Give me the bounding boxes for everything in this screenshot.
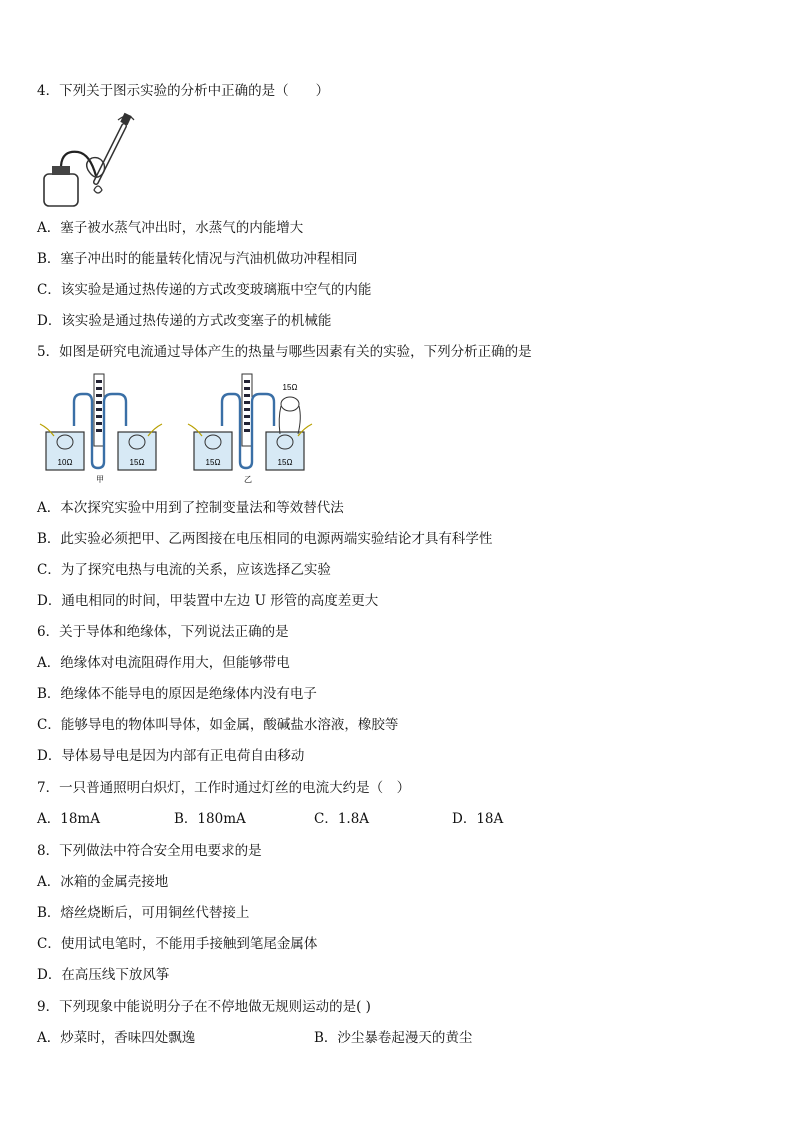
steam-bottle-experiment-figure <box>38 110 138 210</box>
question-7-option-c: C．1.8A <box>314 811 370 827</box>
question-8-option-c: C．使用试电笔时，不能用手接触到笔尾金属体 <box>37 936 318 952</box>
question-5-option-b: B．此实验必须把甲、乙两图接在电压相同的电源两端实验结论才具有科学性 <box>37 531 493 547</box>
question-6-stem: 6．关于导体和绝缘体，下列说法正确的是 <box>37 624 289 640</box>
question-6-option-c: C．能够导电的物体叫导体，如金属，酸碱盐水溶液，橡胶等 <box>37 717 399 733</box>
yi-right-resistor-label: 15Ω <box>277 458 293 467</box>
jia-right-resistor-label: 15Ω <box>129 458 145 467</box>
yi-caption: 乙 <box>244 475 252 484</box>
question-9-option-b: B．沙尘暴卷起漫天的黄尘 <box>314 1030 473 1046</box>
question-4-option-c: C．该实验是通过热传递的方式改变玻璃瓶中空气的内能 <box>37 282 372 298</box>
question-8-stem: 8．下列做法中符合安全用电要求的是 <box>37 843 262 859</box>
question-8-option-b: B．熔丝烧断后，可用铜丝代替接上 <box>37 905 250 921</box>
question-5-option-c: C．为了探究电热与电流的关系，应该选择乙实验 <box>37 562 331 578</box>
yi-left-resistor-label: 15Ω <box>205 458 221 467</box>
question-7-option-d: D．18A <box>452 811 504 827</box>
question-9-stem: 9．下列现象中能说明分子在不停地做无规则运动的是( ) <box>37 999 371 1015</box>
joule-heat-apparatus-yi <box>186 372 316 484</box>
question-4-stem: 4．下列关于图示实验的分析中正确的是（ ） <box>37 83 330 99</box>
question-5-option-a: A．本次探究实验中用到了控制变量法和等效替代法 <box>37 500 344 516</box>
question-4-option-d: D．该实验是通过热传递的方式改变塞子的机械能 <box>37 313 332 329</box>
question-4-option-b: B．塞子冲出时的能量转化情况与汽油机做功冲程相同 <box>37 251 358 267</box>
jia-left-resistor-label: 10Ω <box>57 458 73 467</box>
yi-parallel-resistor-label: 15Ω <box>282 383 298 392</box>
question-9-option-a: A．炒菜时，香味四处飘逸 <box>37 1030 196 1046</box>
jia-caption: 甲 <box>96 475 104 484</box>
question-6-option-d: D．导体易导电是因为内部有正电荷自由移动 <box>37 748 305 764</box>
question-7-option-a: A．18mA <box>37 811 100 827</box>
question-8-option-d: D．在高压线下放风筝 <box>37 967 170 983</box>
question-7-stem: 7．一只普通照明白炽灯，工作时通过灯丝的电流大约是（ ） <box>37 780 411 796</box>
question-5-option-d: D．通电相同的时间，甲装置中左边 U 形管的高度差更大 <box>37 593 379 609</box>
question-6-option-b: B．绝缘体不能导电的原因是绝缘体内没有电子 <box>37 686 317 702</box>
question-5-stem: 5．如图是研究电流通过导体产生的热量与哪些因素有关的实验，下列分析正确的是 <box>37 344 532 360</box>
question-8-option-a: A．冰箱的金属壳接地 <box>37 874 169 890</box>
question-6-option-a: A．绝缘体对电流阻碍作用大，但能够带电 <box>37 655 290 671</box>
question-7-option-b: B．180mA <box>174 811 246 827</box>
joule-heat-apparatus-jia <box>38 372 168 484</box>
question-4-option-a: A．塞子被水蒸气冲出时，水蒸气的内能增大 <box>37 220 304 236</box>
